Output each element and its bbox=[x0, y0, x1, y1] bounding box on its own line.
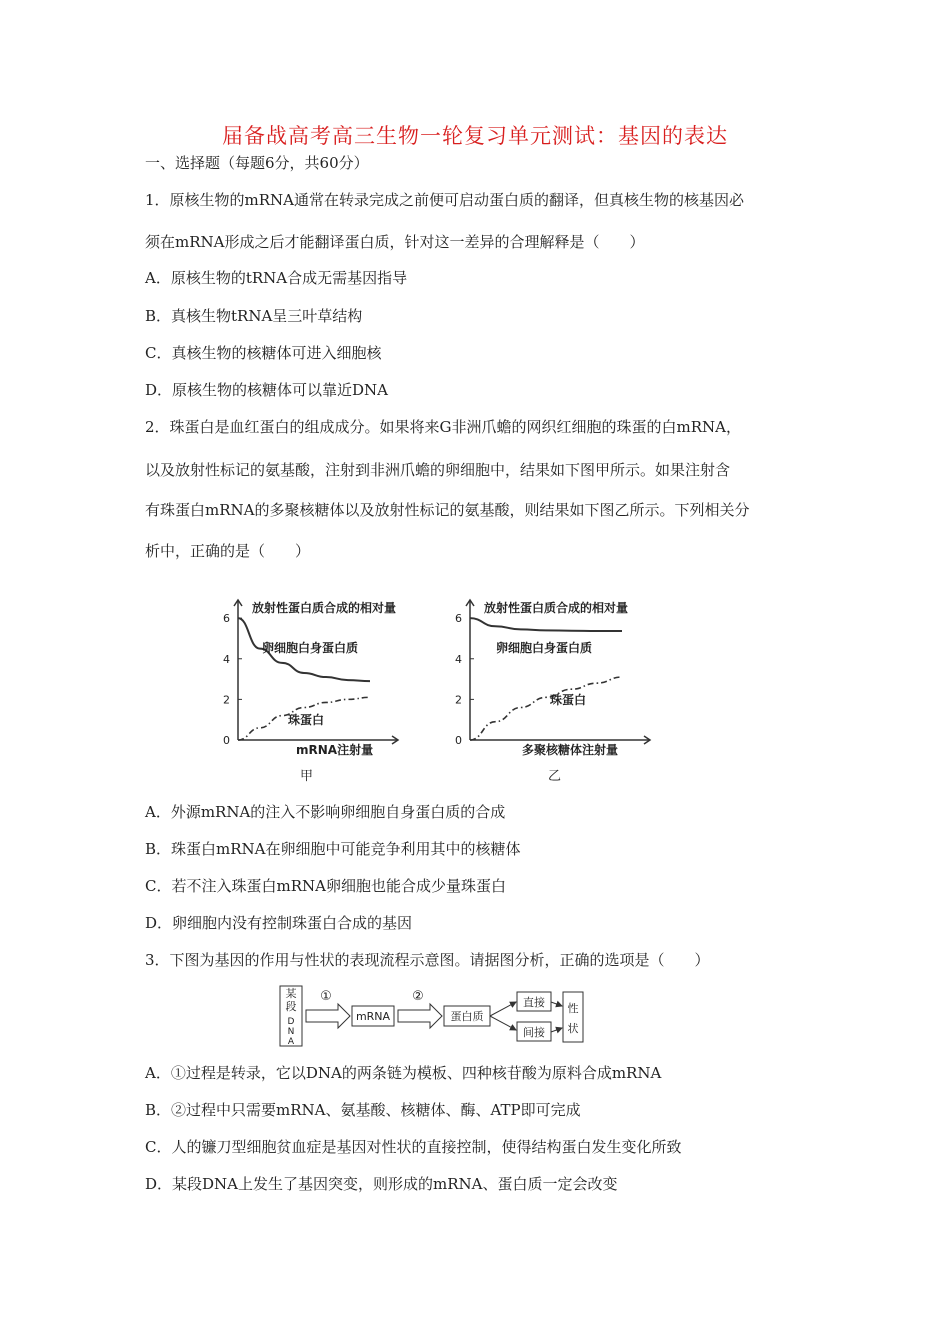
q3-option-c: C．人的镰刀型细胞贫血症是基因对性状的直接控制，使得结构蛋白发生变化所致 bbox=[145, 1138, 682, 1156]
y-tick-label: 6 bbox=[223, 612, 230, 626]
panel-label: 甲 bbox=[300, 769, 314, 782]
mrna-label: mRNA bbox=[355, 1010, 391, 1023]
chart-yi bbox=[450, 582, 670, 782]
protein-label: 蛋白质 bbox=[450, 1010, 484, 1023]
q2-stem-line3: 有珠蛋白mRNA的多聚核糖体以及放射性标记的氨基酸，则结果如下图乙所示。下列相关分 bbox=[145, 501, 750, 519]
q3-option-d: D．某段DNA上发生了基因突变，则形成的mRNA、蛋白质一定会改变 bbox=[145, 1175, 618, 1193]
y-tick-label: 0 bbox=[223, 734, 230, 747]
q2-option-c: C．若不注入珠蛋白mRNA卵细胞也能合成少量珠蛋白 bbox=[145, 877, 506, 895]
dna-box-label-3: D bbox=[287, 1017, 295, 1027]
series-label-2: 珠蛋白 bbox=[288, 713, 325, 727]
q1-option-d: D．原核生物的核糖体可以靠近DNA bbox=[145, 381, 389, 399]
series-label-2: 珠蛋白 bbox=[550, 693, 587, 707]
y-axis-label: 放射性蛋白质合成的相对量 bbox=[484, 601, 629, 615]
arrow-step1 bbox=[306, 1004, 350, 1028]
y-tick-label: 0 bbox=[455, 734, 462, 747]
dna-box-label-5: A bbox=[287, 1037, 295, 1047]
x-axis-label: 多聚核糖体注射量 bbox=[522, 743, 619, 757]
q2-stem-line4: 析中，正确的是（ ） bbox=[145, 542, 311, 560]
q1-stem-line2: 须在mRNA形成之后才能翻译蛋白质，针对这一差异的合理解释是（ ） bbox=[145, 233, 645, 251]
step2-label: ② bbox=[412, 989, 424, 1004]
trait-label: 性 bbox=[567, 1002, 579, 1015]
panel-label: 乙 bbox=[548, 769, 562, 782]
q2-option-d: D．卵细胞内没有控制珠蛋白合成的基因 bbox=[145, 914, 413, 932]
series-label-1: 卵细胞白身蛋白质 bbox=[496, 641, 593, 655]
q3-option-a: A．①过程是转录，它以DNA的两条链为模板、四种核苷酸为原料合成mRNA bbox=[145, 1064, 662, 1082]
y-tick-label: 4 bbox=[223, 652, 230, 666]
dna-box-label-4: N bbox=[287, 1027, 295, 1037]
dna-box-label-2: 段 bbox=[285, 1000, 297, 1013]
q2-stem-line1: 2．珠蛋白是血红蛋白的组成成分。如果将来G非洲爪蟾的网织红细胞的珠蛋的白mRNA， bbox=[145, 418, 742, 436]
chart-jia bbox=[218, 582, 418, 782]
section-heading: 一、选择题（每题6分，共60分） bbox=[145, 154, 369, 172]
q2-option-b: B．珠蛋白mRNA在卵细胞中可能竞争利用其中的核糖体 bbox=[145, 840, 521, 858]
y-axis-label: 放射性蛋白质合成的相对量 bbox=[252, 601, 397, 615]
q1-option-b: B．真核生物tRNA呈三叶草结构 bbox=[145, 307, 363, 325]
y-tick-label: 2 bbox=[223, 693, 230, 707]
indirect-label: 间接 bbox=[523, 1026, 545, 1039]
arrow-step2 bbox=[398, 1004, 442, 1028]
q2-stem-line2: 以及放射性标记的氨基酸，注射到非洲爪蟾的卵细胞中，结果如下图甲所示。如果注射含 bbox=[145, 461, 731, 479]
gene-expression-flow-diagram bbox=[270, 984, 600, 1048]
page-title: 届备战高考高三生物一轮复习单元测试：基因的表达 bbox=[222, 124, 728, 148]
q3-stem: 3．下图为基因的作用与性状的表现流程示意图。请据图分析，正确的选项是（ ） bbox=[145, 951, 710, 969]
series-line-1 bbox=[470, 618, 622, 631]
q1-option-a: A．原核生物的tRNA合成无需基因指导 bbox=[145, 269, 408, 287]
y-tick-label: 4 bbox=[455, 652, 462, 666]
q1-stem-line1: 1．原核生物的mRNA通常在转录完成之前便可启动蛋白质的翻译，但真核生物的核基因必 bbox=[145, 191, 745, 209]
series-line-2 bbox=[470, 677, 622, 740]
step1-label: ① bbox=[320, 989, 332, 1004]
series-label-1: 卵细胞白身蛋白质 bbox=[262, 641, 359, 655]
q2-option-a: A．外源mRNA的注入不影响卵细胞自身蛋白质的合成 bbox=[145, 803, 506, 821]
q3-option-b: B．②过程中只需要mRNA、氨基酸、核糖体、酶、ATP即可完成 bbox=[145, 1101, 581, 1119]
direct-label: 直接 bbox=[523, 996, 545, 1009]
y-tick-label: 2 bbox=[455, 693, 462, 707]
dna-box-label: 某 bbox=[285, 987, 297, 1000]
trait-label-2: 状 bbox=[567, 1022, 579, 1035]
x-axis-label: mRNA注射量 bbox=[296, 743, 374, 757]
y-tick-label: 6 bbox=[455, 612, 462, 626]
q1-option-c: C．真核生物的核糖体可进入细胞核 bbox=[145, 344, 382, 362]
